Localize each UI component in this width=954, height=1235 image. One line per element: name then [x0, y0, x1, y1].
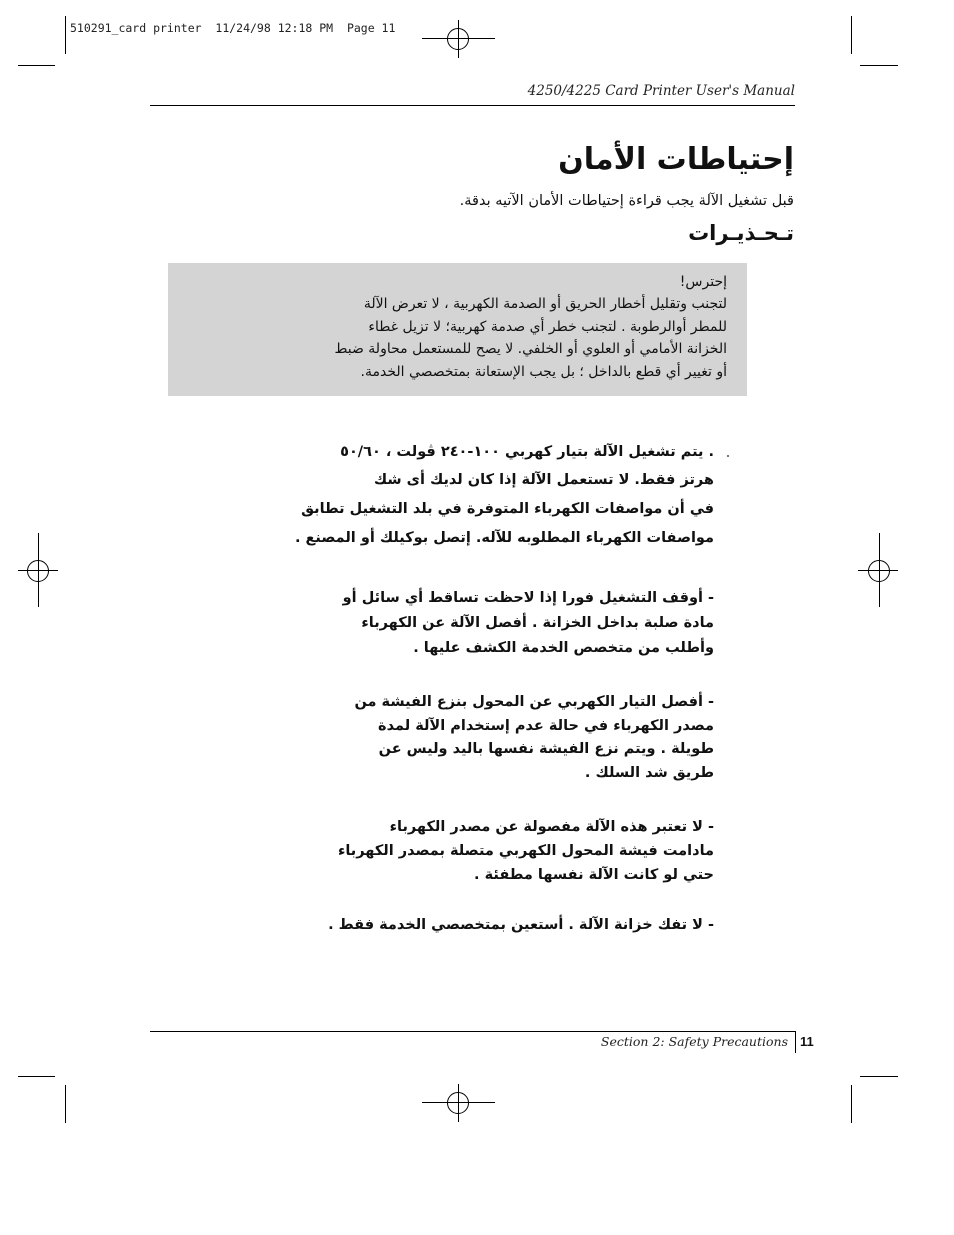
caution-box [168, 263, 747, 396]
safety-item-power [284, 438, 714, 552]
crop-mark [18, 65, 55, 66]
warnings-heading: تـحـذيـرات [688, 221, 794, 245]
safety-line: - لا تفك خزانة الآلة . أستعين بمتخصصي الخدمة فقط . [328, 917, 714, 933]
safety-line: طويلة . ويتم نزع الفيشة نفسها باليد وليس عن [378, 741, 714, 757]
crop-mark [18, 1076, 55, 1077]
crop-mark [65, 16, 66, 54]
safety-item-connected [284, 815, 714, 887]
page-number: 11 [800, 1034, 814, 1049]
safety-line: - أفصل التيار الكهربي عن المحول بنزع الفيشة من [354, 694, 714, 710]
safety-line: - لا تعتبر هذه الآلة مفصولة عن مصدر الكهرباء [389, 819, 714, 835]
safety-item-liquid [284, 586, 714, 661]
safety-line: وأطلب من متخصص الخدمة الكشف عليها . [413, 640, 714, 656]
caution-line: لتجنب وتقليل أخطار الحريق أو الصدمة الكهربية ، لا تعرض الآلة [363, 296, 727, 312]
caution-heading: إحترس! [679, 274, 727, 290]
footer-divider [795, 1031, 796, 1053]
safety-list [284, 438, 714, 937]
safety-line: مادة صلبة بداخل الخزانة . أفصل الآلة عن الكهرباء [361, 615, 714, 631]
crop-mark [860, 1076, 898, 1077]
safety-line: طريق شد السلك . [584, 764, 714, 781]
safety-line: حتي لو كانت الآلة نفسها مطفئة . [474, 867, 714, 883]
footer-section-label: Section 2: Safety Precautions [600, 1034, 788, 1049]
intro-text: قبل تشغيل الآلة يجب قراءة إحتياطات الأمان الآتيه بدقة. [459, 193, 794, 209]
print-slug-line: 510291_card printer 11/24/98 12:18 PM Page 11 [70, 21, 396, 35]
caution-line: أو تغيير أي قطع بالداخل ؛ بل يجب الإستعانة بمتخصصي الخدمة. [360, 363, 727, 380]
crop-mark [851, 16, 852, 54]
crop-mark [851, 1085, 852, 1123]
footer-rule [150, 1031, 795, 1032]
safety-line: - أوقف التشغيل فورا إذا لاحظت تساقط أي سائل أو [342, 590, 714, 606]
safety-item-cabinet [284, 913, 714, 937]
safety-item-unplug [284, 691, 714, 785]
safety-line: مصدر الكهرباء في حالة عدم إستخدام الآلة لمدة [378, 717, 714, 734]
safety-line: هرتز فقط. لا تستعمل الآلة إذا كان لديك أى شك [373, 472, 714, 488]
crop-mark [860, 65, 898, 66]
caution-line: الخزانة الأمامي أو العلوي أو الخلفي. لا يصح للمستعمل محاولة ضبط [334, 341, 727, 357]
stray-mark [727, 455, 729, 457]
crop-mark [65, 1085, 66, 1123]
safety-line: مواصفات الكهرباء المطلوبه للآله. إتصل بوكيلك أو المصنع . [294, 530, 714, 546]
running-head: 4250/4225 Card Printer User's Manual [527, 83, 795, 99]
header-rule [150, 105, 795, 106]
safety-line: مادامت فيشة المحول الكهربي متصلة بمصدر الكهرباء [337, 843, 714, 859]
caution-line: للمطر أوالرطوبة . لتجنب خطر أي صدمة كهربية؛ لا تزيل غطاء [368, 318, 727, 335]
page-title: إحتياطات الأمان [558, 142, 794, 177]
safety-line: . يتم تشغيل الآلة بتيار كهربي ١٠٠-٢٤٠ ڤولت ، ٥٠/٦٠ [340, 444, 714, 460]
safety-line: في أن مواصفات الكهرباء المتوفرة في بلد التشغيل تطابق [301, 501, 714, 517]
